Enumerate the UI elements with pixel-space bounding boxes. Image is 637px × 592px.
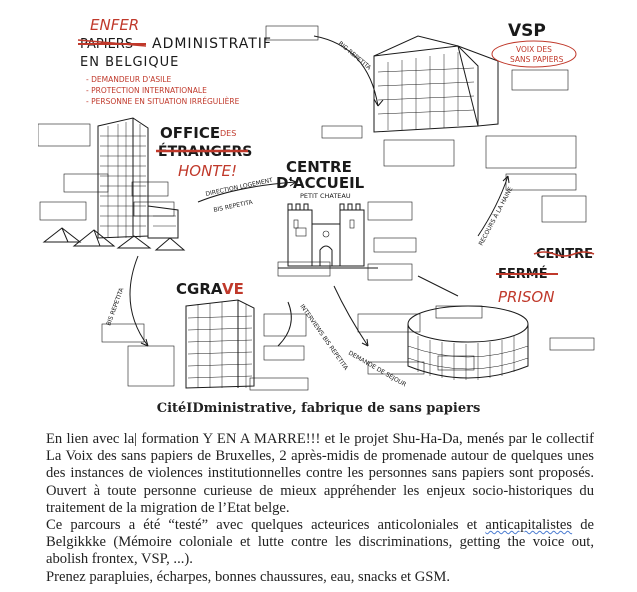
title-line2: EN BELGIQUE (80, 55, 180, 70)
paragraph-2-end: de Belgikkke (Mémoire coloniale et lutte contre les discriminations, getting the voice out, abolish frontex, VSP, ...). (46, 517, 594, 568)
vsp-title: VSP (508, 21, 546, 41)
centre-sub: PETIT CHATEAU (300, 192, 351, 200)
vsp-building-drawing (374, 36, 498, 132)
note-boxes-bottom-left (102, 314, 308, 390)
arrow-mid-label-1: DIRECTION LOGEMENT (204, 176, 274, 198)
paragraph-3: Prenez parapluies, écharpes, bonnes chaussures, eau, snacks et GSM. (46, 568, 451, 585)
note-boxes-left (38, 124, 174, 220)
centre-line2: D'ACCUEIL (276, 174, 365, 192)
figure-caption: CitéIDministrative, fabrique de sans papiers (156, 401, 481, 416)
hand-drawn-route-illustration (38, 6, 600, 392)
cgra-building-drawing (186, 300, 254, 388)
centre-line1: CENTRE (286, 158, 352, 176)
vsp-sub2: SANS PAPIERS (510, 55, 564, 64)
ferme-struck2: FERMÉ (498, 267, 548, 282)
note-boxes-right (358, 196, 594, 374)
cgrave-ve: VE (222, 280, 244, 298)
arrow-mid-label-2: BIS REPETITA (212, 198, 254, 214)
paragraph-1: En lien avec la| formation Y EN A MARRE!!! et le projet Shu-Ha-Da, menés par le collectif La Voix des sans papiers de Bruxelles, 2 après-midis de promenade autour de quelques unes des instances de violences institutionnelles contre les personnes sans papiers sont proposés. Ouvert à toute personne curieuse de mieux appréhender les enjeux socio-historiques du traitement de la migration de l’Etat belge. (46, 431, 594, 516)
spellcheck-word[interactable]: anticapitalistes (485, 517, 573, 534)
cgrave-main: CGRA (176, 280, 223, 298)
title-rest: ADMINISTRATIF (152, 36, 272, 52)
bullet-2: - PROTECTION INTERNATIONALE (86, 86, 207, 95)
office-line1: OFFICE (160, 124, 221, 142)
ferme-struck1: CENTRE (536, 247, 594, 262)
office-honte: HONTE! (178, 162, 237, 180)
arrow-right-label: RECOURS À LA HAINE (477, 185, 515, 247)
castle-drawing (278, 204, 378, 268)
paragraph-2 (46, 517, 594, 569)
paragraph-2-start: Ce parcours a été “testé” avec quelques acteurices anticoloniales et (46, 517, 486, 534)
office-des: DES (220, 129, 237, 138)
bullet-1: - DEMANDEUR D'ASILE (86, 75, 172, 84)
office-struck: ÉTRANGERS (158, 144, 253, 160)
title-enfer: ENFER (90, 16, 140, 34)
vsp-sub1: VOIX DES (516, 45, 552, 54)
arrow-left-label: BIS REPETITA (105, 286, 126, 327)
arrow-bottom-label: DEMANDE DE SÉJOUR (347, 349, 408, 389)
arrow-cgra-label: INTERVIEWS BIS REPETITA (298, 303, 350, 372)
bullet-3: - PERSONNE EN SITUATION IRRÉGULIÈRE (86, 97, 240, 106)
body-text (46, 431, 594, 586)
tents-drawing (44, 228, 184, 250)
prison: PRISON (498, 288, 555, 306)
title-struck: PAPIERS (80, 37, 134, 52)
prison-drawing (408, 306, 528, 380)
arrow-top-label: BIG REPETITA (336, 40, 373, 72)
